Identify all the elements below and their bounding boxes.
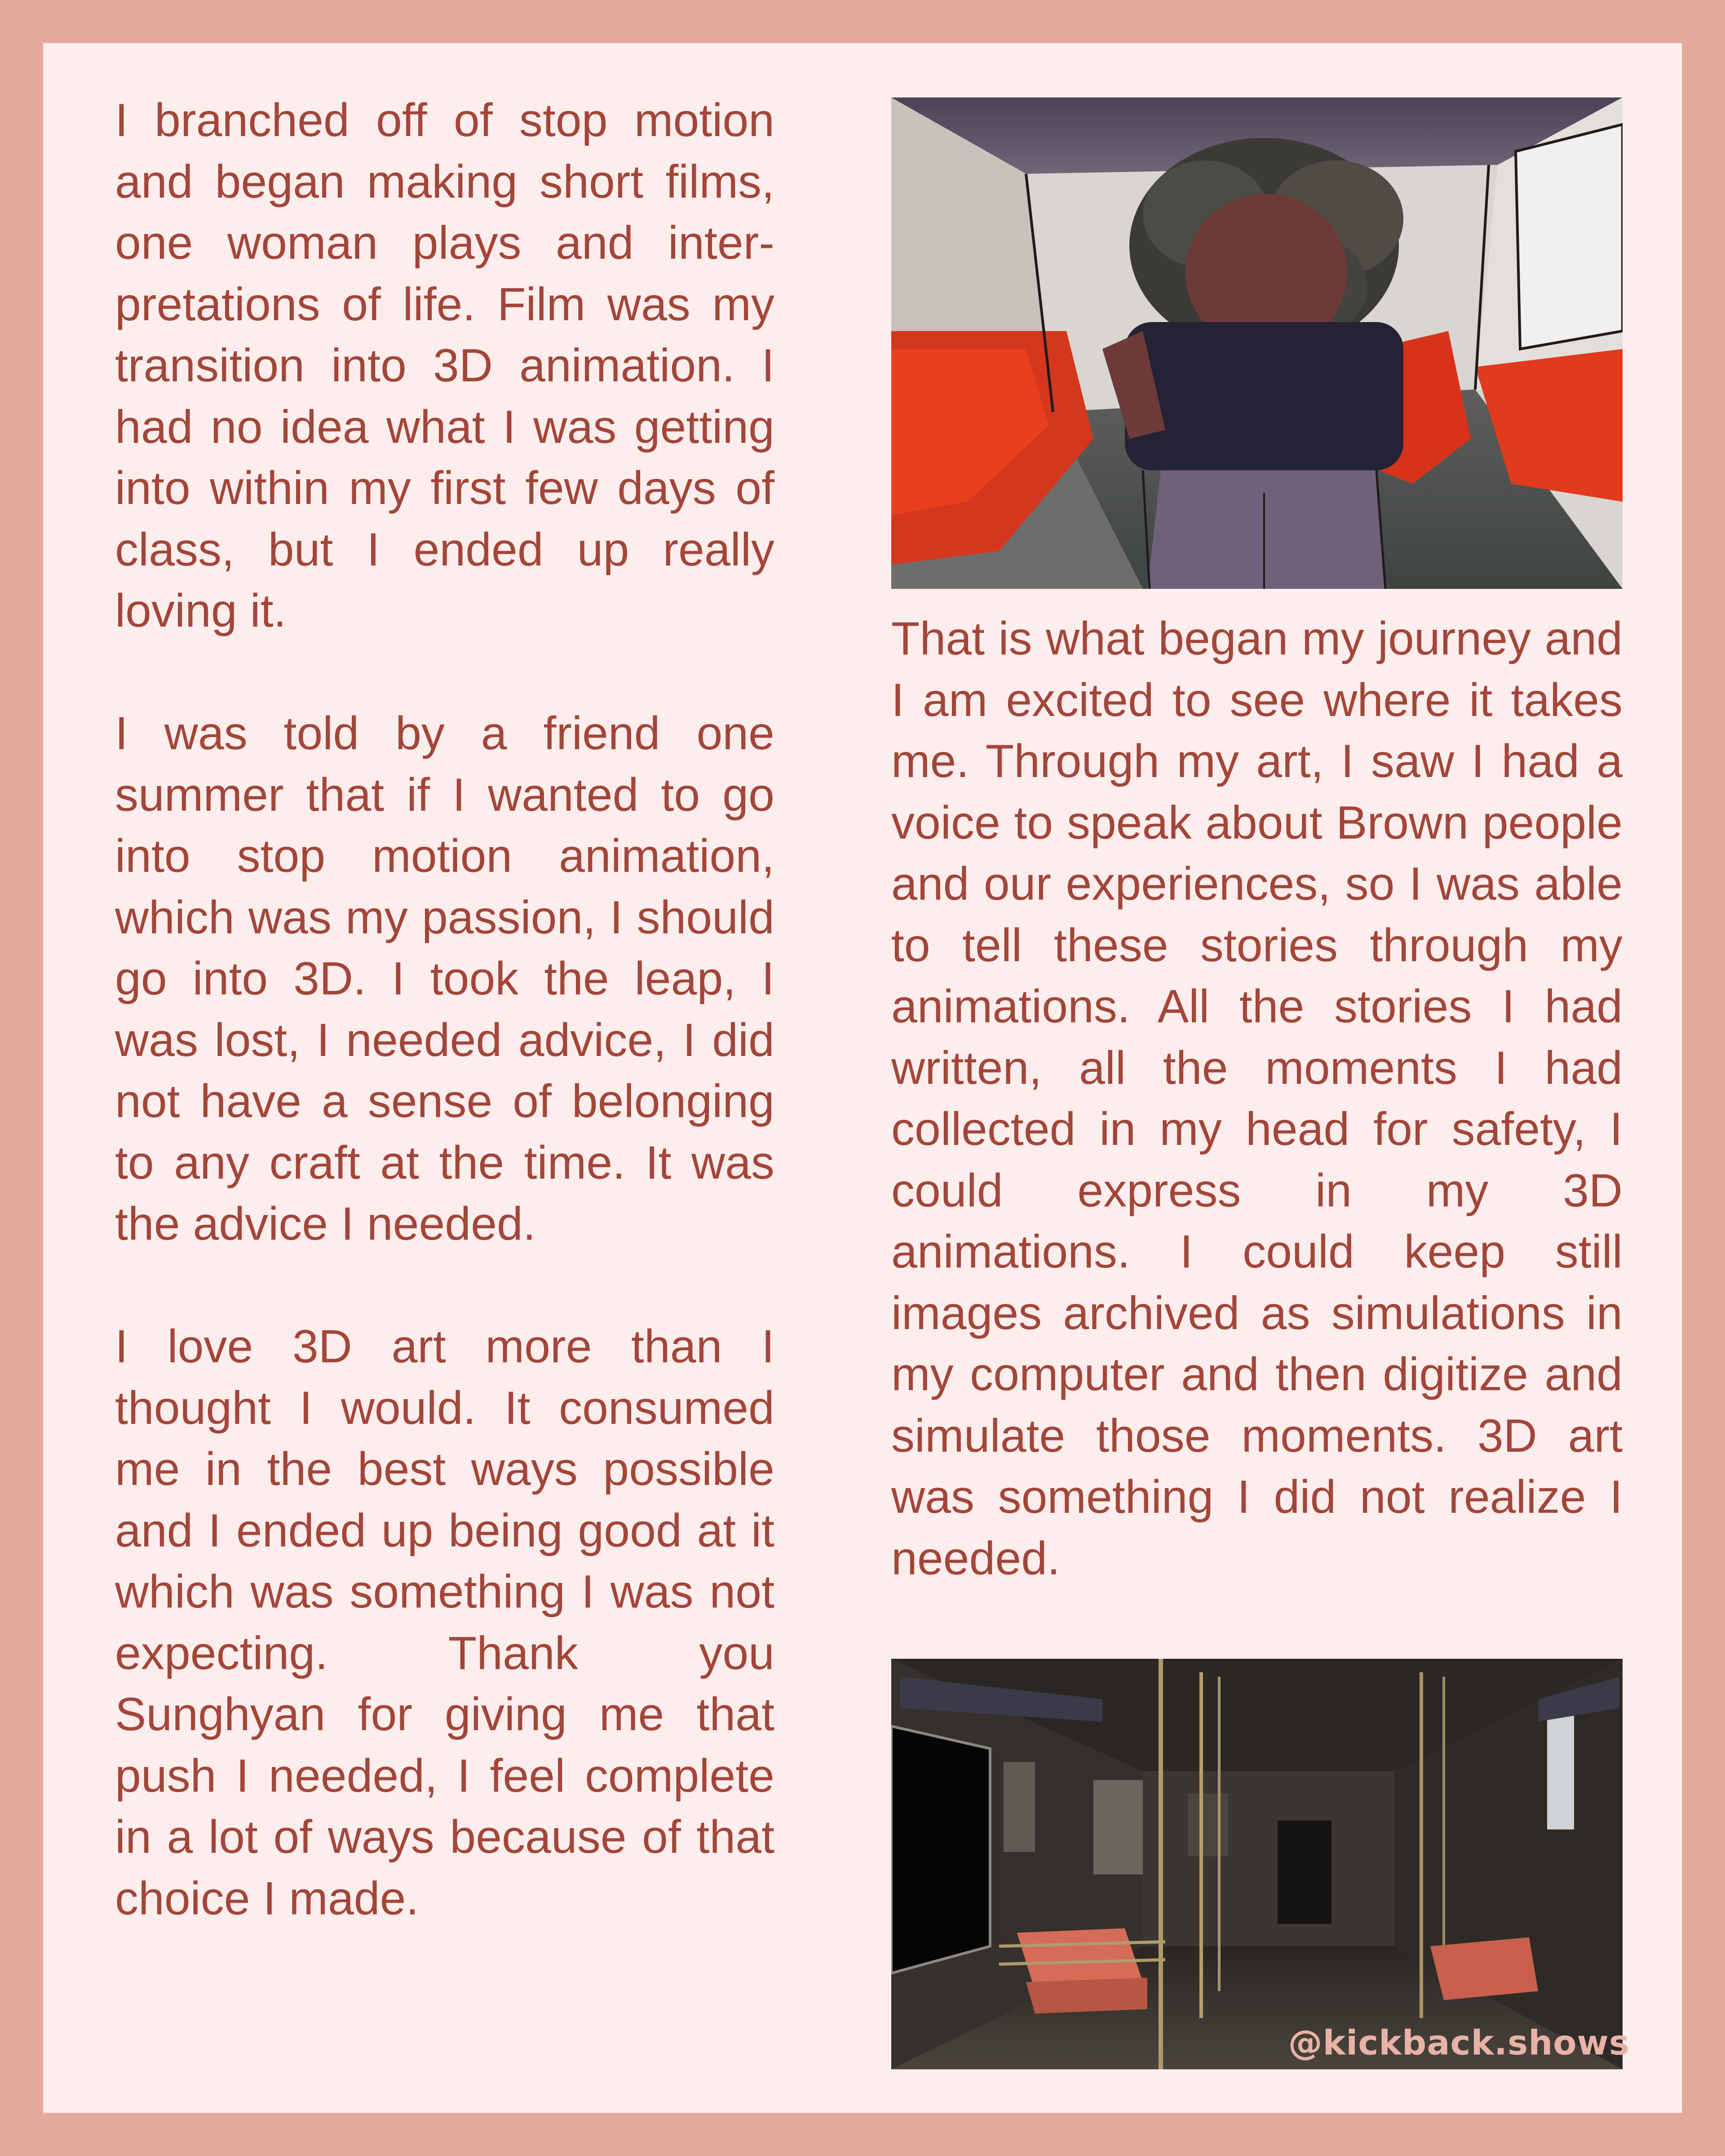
content-panel [43, 43, 1682, 2113]
paragraph-film-transition: I branched off of stop motion and began making short films, one woman plays and interpretations of life. Film was my transition into 3D animation. I had no idea what I was getting into within my first few days of class, but I ended up really loving it. [115, 94, 774, 637]
paragraph-friend-advice: I was told by a friend one summer that if I wanted to go into stop motion animation, which was my passion, I should go into 3D. I took the leap, I was lost, I needed advice, I did not have a sense of belonging to any craft at the time. It was the advice I needed. [115, 707, 774, 1250]
paragraph-love-3d: I love 3D art more than I thought I would. It consumed me in the best ways possible and I ended up being good at it which was something I was not expecting. Thank you Sunghyan for giving me that push I needed, I feel complete in a lot of ways because of that choice I made. [115, 1321, 774, 1925]
3d-subway-render [891, 1659, 1623, 2069]
paragraph-journey: That is what began my journey and I am excited to see where it takes me. Through my art, I saw I had a voice to speak about Brown people and our experiences, so I was able to tell these stories through my animations. All the stories I had written, all the moments I had collected in my head for safety, I could express in my 3D animations. I could keep still images archived as simulations in my computer and then digitize and simulate those moments. 3D art was something I did not realize I needed. [891, 613, 1623, 1585]
watercolor-subway-illustration [891, 97, 1623, 589]
right-text-column [891, 608, 1623, 1589]
left-text-column [115, 90, 774, 1929]
watermark-handle: @kickback.shows [1288, 2023, 1630, 2063]
